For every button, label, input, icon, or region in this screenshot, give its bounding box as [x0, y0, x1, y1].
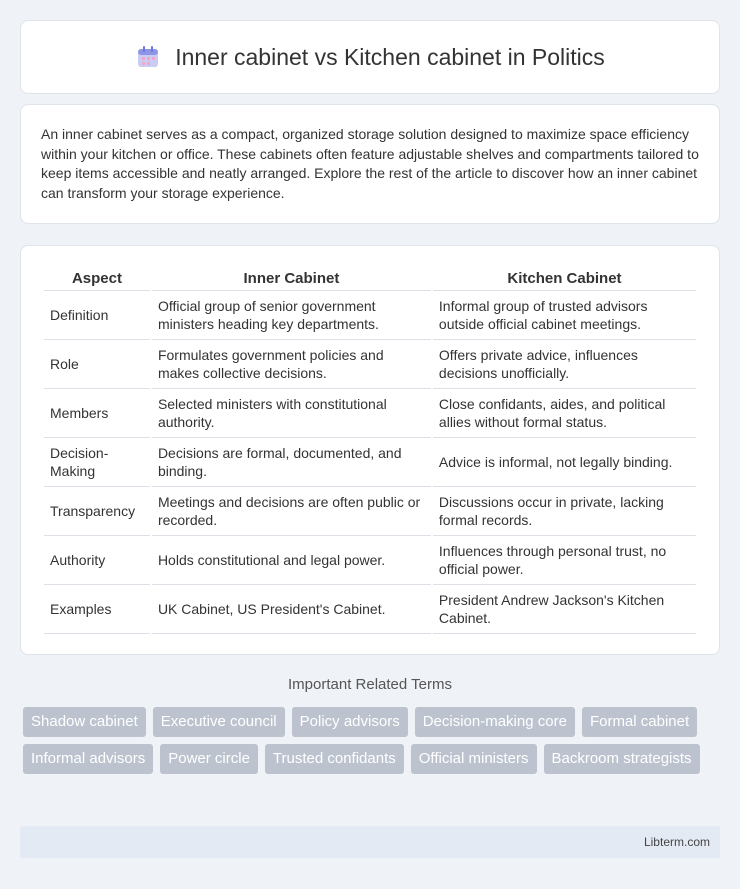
row-aspect: Members	[44, 389, 150, 438]
tag-executive-council[interactable]: Executive council	[153, 707, 285, 737]
tag-policy-advisors[interactable]: Policy advisors	[292, 707, 408, 737]
tag-power-circle[interactable]: Power circle	[160, 744, 258, 774]
header-aspect: Aspect	[44, 266, 150, 291]
comparison-table-card	[20, 245, 720, 655]
tag-informal-advisors[interactable]: Informal advisors	[23, 744, 153, 774]
row-aspect: Role	[44, 340, 150, 389]
intro-card	[20, 104, 720, 224]
row-inner-cabinet: UK Cabinet, US President's Cabinet.	[152, 585, 431, 634]
row-kitchen-cabinet: President Andrew Jackson's Kitchen Cabinet.	[433, 585, 696, 634]
row-aspect: Definition	[44, 291, 150, 340]
table-row	[44, 536, 696, 585]
row-kitchen-cabinet: Advice is informal, not legally binding.	[433, 438, 696, 487]
tag-shadow-cabinet[interactable]: Shadow cabinet	[23, 707, 146, 737]
footer	[20, 826, 720, 858]
row-aspect: Decision-Making	[44, 438, 150, 487]
related-terms-title: Important Related Terms	[288, 676, 452, 693]
table-row	[44, 585, 696, 634]
row-inner-cabinet: Formulates government policies and makes collective decisions.	[152, 340, 431, 389]
calendar-icon	[135, 44, 161, 70]
table-header-row	[44, 266, 696, 291]
table-row	[44, 389, 696, 438]
table-row	[44, 340, 696, 389]
row-aspect: Examples	[44, 585, 150, 634]
page-title: Inner cabinet vs Kitchen cabinet in Politics	[175, 43, 605, 70]
tag-decision-making-core[interactable]: Decision-making core	[415, 707, 575, 737]
row-inner-cabinet: Decisions are formal, documented, and binding.	[152, 438, 431, 487]
row-kitchen-cabinet: Informal group of trusted advisors outside official cabinet meetings.	[433, 291, 696, 340]
row-kitchen-cabinet: Discussions occur in private, lacking formal records.	[433, 487, 696, 536]
table-row	[44, 438, 696, 487]
footer-site-link[interactable]: Libterm.com	[643, 835, 710, 849]
tag-official-ministers[interactable]: Official ministers	[411, 744, 537, 774]
row-inner-cabinet: Selected ministers with constitutional authority.	[152, 389, 431, 438]
row-aspect: Transparency	[44, 487, 150, 536]
tag-backroom-strategists[interactable]: Backroom strategists	[544, 744, 700, 774]
header-kitchen-cabinet: Kitchen Cabinet	[433, 266, 696, 291]
header-card	[20, 20, 720, 94]
row-kitchen-cabinet: Influences through personal trust, no official power.	[433, 536, 696, 585]
related-terms-tags	[23, 707, 723, 774]
tag-trusted-confidants[interactable]: Trusted confidants	[265, 744, 404, 774]
header-inner-cabinet: Inner Cabinet	[152, 266, 431, 291]
tag-formal-cabinet[interactable]: Formal cabinet	[582, 707, 697, 737]
row-aspect: Authority	[44, 536, 150, 585]
comparison-table	[42, 266, 698, 634]
row-kitchen-cabinet: Offers private advice, influences decisions unofficially.	[433, 340, 696, 389]
table-row	[44, 487, 696, 536]
table-row	[44, 291, 696, 340]
row-inner-cabinet: Holds constitutional and legal power.	[152, 536, 431, 585]
row-inner-cabinet: Official group of senior government ministers heading key departments.	[152, 291, 431, 340]
row-kitchen-cabinet: Close confidants, aides, and political allies without formal status.	[433, 389, 696, 438]
row-inner-cabinet: Meetings and decisions are often public or recorded.	[152, 487, 431, 536]
intro-text: An inner cabinet serves as a compact, organized storage solution designed to maximize space efficiency within your kitchen or office. These cabinets often feature adjustable shelves and compartments tailored to keep items accessible and neatly arranged. Explore the rest of the article to discover how an inner cabinet can transform your storage experience.	[41, 126, 699, 201]
